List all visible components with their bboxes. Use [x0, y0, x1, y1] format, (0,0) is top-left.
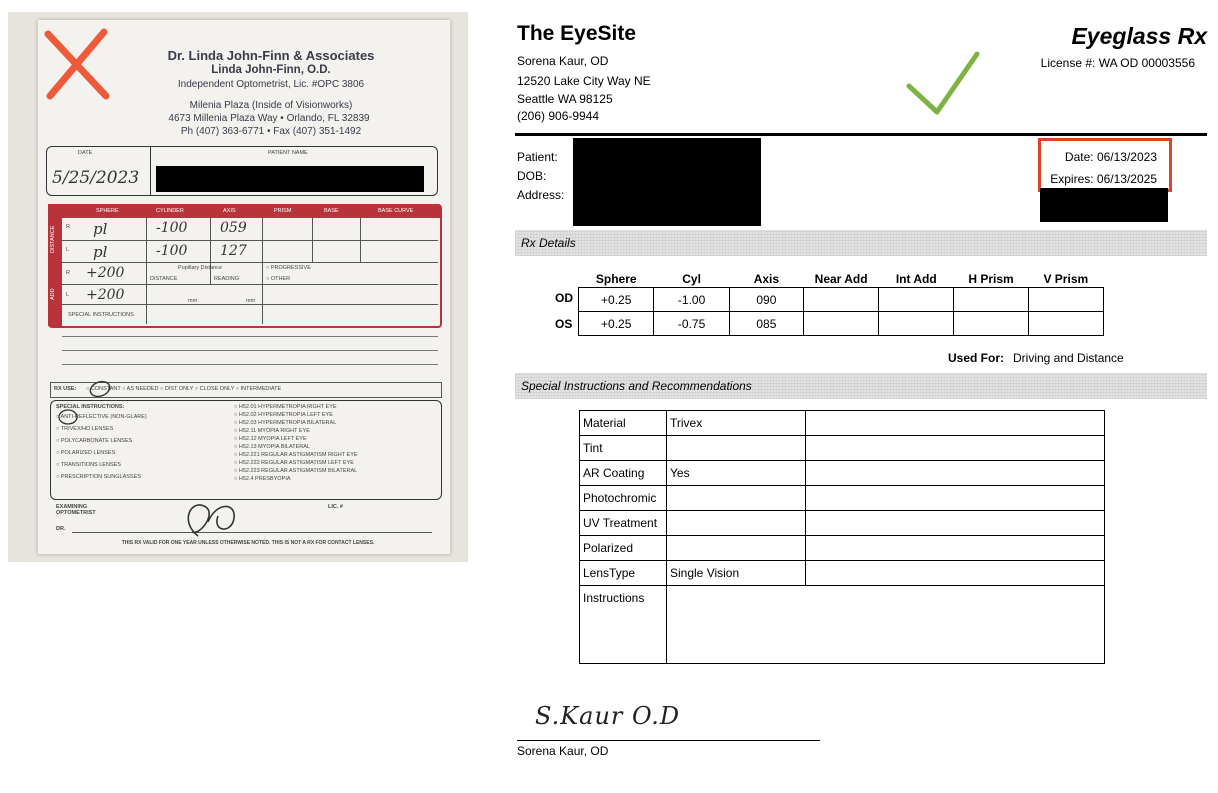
special-label-uv-treatment: UV Treatment — [580, 511, 667, 536]
special-row-ar-coating — [580, 461, 1105, 486]
special-instructions-bar — [515, 373, 1207, 399]
special-row-material — [580, 411, 1105, 436]
form-examining: EXAMINING OPTOMETRIST — [56, 504, 96, 516]
form-phone-line: Ph (407) 363-6771 • Fax (407) 351-1492 — [180, 126, 362, 137]
special-label-material: Material — [580, 411, 667, 436]
form-doctor-name: Linda John-Finn, O.D. — [211, 64, 331, 76]
special-row-uv-treatment — [580, 511, 1105, 536]
form-license-line: Independent Optometrist, Lic. #OPC 3806 — [177, 79, 365, 90]
od-v-prism — [1028, 288, 1103, 312]
form-add-r-eye: R — [66, 270, 70, 276]
os-int-add — [879, 312, 954, 336]
special-label-tint: Tint — [580, 436, 667, 461]
form-footer: THIS RX VALID FOR ONE YEAR UNLESS OTHERWISE NOTED. THIS IS NOT A RX FOR CONTACT LENSES. — [121, 540, 375, 546]
signature-name: Sorena Kaur, OD — [517, 744, 609, 758]
practice-name: The EyeSite — [517, 22, 637, 45]
special-label-polarized: Polarized — [580, 536, 667, 561]
form-row-l-sphere: pl — [93, 243, 108, 261]
special-table — [579, 410, 1105, 664]
od-h-prism — [954, 288, 1028, 312]
special-value-photochromic — [667, 486, 806, 511]
signature: S.Kaur O.D — [535, 702, 681, 730]
special-value-polarized — [667, 536, 806, 561]
handwritten-circle-mark — [82, 378, 122, 400]
special-value-tint — [667, 436, 806, 461]
form-dx-0: ○ H52.01 HYPERMETROPIA RIGHT EYE — [234, 404, 337, 410]
address-line-2: Seattle WA 98125 — [517, 92, 613, 106]
form-dx-8: ○ H52.223 REGULAR ASTIGMATISM BILATERAL — [234, 468, 358, 474]
rx-header-axis: Axis — [729, 271, 803, 288]
date-highlight-box — [1038, 138, 1172, 192]
form-mm-1: mm — [188, 298, 198, 304]
form-pd-reading: READING — [214, 276, 240, 282]
form-row-r-axis: 059 — [220, 220, 247, 236]
form-lens-option-poly: ○ POLYCARBONATE LENSES — [56, 438, 133, 444]
phone-number: (206) 906-9944 — [517, 109, 600, 123]
doctor-name: Sorena Kaur, OD — [517, 54, 609, 68]
form-date-label: DATE — [78, 150, 93, 156]
rx-header-near-add: Near Add — [804, 271, 879, 288]
rx-details-bar — [515, 230, 1207, 256]
form-rx-side-bar — [48, 204, 62, 326]
form-dx-3: ○ H52.11 MYOPIA RIGHT EYE — [234, 428, 310, 434]
special-value-material: Trivex — [667, 411, 806, 436]
patient-label: Patient: — [517, 150, 558, 164]
form-progressive-option: ○ PROGRESSIVE — [266, 265, 311, 271]
form-add-r-sphere: +200 — [86, 265, 125, 281]
address-label: Address: — [517, 188, 565, 202]
form-row-l-axis: 127 — [220, 243, 247, 259]
form-lens-option-polarized: ○ POLARIZED LENSES — [56, 450, 116, 456]
form-row-l-eye: L — [66, 247, 70, 253]
rx-table — [578, 271, 1104, 336]
form-dx-5: ○ H52.13 MYOPIA BILATERAL — [234, 444, 310, 450]
form-lens-option-sunglasses: ○ PRESCRIPTION SUNGLASSES — [56, 474, 141, 480]
os-v-prism — [1028, 312, 1103, 336]
rx-header-row — [579, 271, 1104, 288]
signature-line — [517, 740, 820, 741]
special-value-uv-treatment — [667, 511, 806, 536]
od-int-add — [879, 288, 954, 312]
form-other-option: ○ OTHER — [266, 276, 291, 282]
rx-header-v-prism: V Prism — [1028, 271, 1103, 288]
form-add-l-eye: L — [66, 292, 70, 298]
rx-header-sphere: Sphere — [579, 271, 654, 288]
form-pd-distance: DISTANCE — [150, 276, 178, 282]
special-label-instructions: Instructions — [580, 586, 667, 664]
form-row-r-eye: R — [66, 224, 70, 230]
form-lens-option-ar: ○ ANTI-REFLECTIVE (NON-GLARE) — [56, 414, 147, 420]
od-axis: 090 — [729, 288, 803, 312]
os-cyl: -0.75 — [654, 312, 729, 336]
special-label-ar-coating: AR Coating — [580, 461, 667, 486]
form-row-l-cylinder: -100 — [156, 243, 188, 259]
os-near-add — [804, 312, 879, 336]
license-number: License #: WA OD 00003556 — [1040, 56, 1195, 70]
form-dx-2: ○ H52.03 HYPERMETROPIA BILATERAL — [234, 420, 337, 426]
form-dx-7: ○ H52.222 REGULAR ASTIGMATISM LEFT EYE — [234, 460, 354, 466]
redacted-patient-name — [156, 166, 424, 192]
os-axis: 085 — [729, 312, 803, 336]
os-sphere: +0.25 — [579, 312, 654, 336]
form-location-line: Milenia Plaza (Inside of Visionworks) — [189, 100, 353, 111]
form-add-l-sphere: +200 — [86, 287, 125, 303]
form-rx-use-options: ○ CONSTANT ○ AS NEEDED ○ DIST ONLY ○ CLOSE ONLY ○ INTERMEDIATE — [86, 386, 282, 392]
rx-header-h-prism: H Prism — [954, 271, 1028, 288]
eye-label-os: OS — [555, 317, 573, 331]
redacted-block — [1040, 188, 1168, 222]
x-mark-icon — [38, 24, 118, 104]
form-dx-9: ○ H52.4 PRESBYOPIA — [234, 476, 291, 482]
form-lens-option-transitions: ○ TRANSITIONS LENSES — [56, 462, 121, 468]
address-line-1: 12520 Lake City Way NE — [517, 74, 651, 88]
rx-row-os — [579, 312, 1104, 336]
od-sphere: +0.25 — [579, 288, 654, 312]
doc-title: Eyeglass Rx — [1071, 23, 1207, 49]
rx-header-int-add: Int Add — [879, 271, 954, 288]
special-row-polarized — [580, 536, 1105, 561]
form-header-prism: PRISM — [274, 208, 292, 214]
form-pd-label: Pupillary Distance — [178, 265, 223, 271]
form-dr: DR. — [56, 526, 66, 532]
form-practice-name: Dr. Linda John-Finn & Associates — [167, 48, 375, 63]
form-dx-1: ○ H52.02 HYPERMETROPIA LEFT EYE — [234, 412, 333, 418]
special-value-instructions — [667, 586, 1105, 664]
handwritten-signature-left — [178, 492, 248, 542]
special-label-photochromic: Photochromic — [580, 486, 667, 511]
special-row-tint — [580, 436, 1105, 461]
form-header-axis: AXIS — [223, 208, 236, 214]
eye-label-od: OD — [555, 291, 573, 305]
special-value-ar-coating: Yes — [667, 461, 806, 486]
form-date-value: 5/25/2023 — [52, 168, 140, 188]
left-prescription-paper — [38, 20, 450, 554]
form-special-instructions: SPECIAL INSTRUCTIONS — [68, 312, 134, 318]
os-h-prism — [954, 312, 1028, 336]
special-value-lenstype: Single Vision — [667, 561, 806, 586]
form-mm-2: mm — [246, 298, 256, 304]
form-header-base-curve: BASE CURVE — [378, 208, 414, 214]
used-for-label: Used For: — [948, 351, 1005, 365]
special-row-lenstype — [580, 561, 1105, 586]
od-near-add — [804, 288, 879, 312]
special-row-instructions — [580, 586, 1105, 664]
rx-details-title: Rx Details — [521, 236, 576, 250]
form-lic: LIC. # — [328, 504, 343, 510]
form-patient-label: PATIENT NAME — [268, 150, 308, 156]
left-prescription-photo — [8, 12, 468, 562]
redacted-patient-info — [573, 138, 761, 226]
form-side-distance: DISTANCE — [50, 225, 56, 253]
rx-row-od — [579, 288, 1104, 312]
rx-date: Date: 06/13/2023 — [1064, 150, 1157, 164]
form-special-instructions-2: SPECIAL INSTRUCTIONS: — [56, 404, 125, 410]
handwritten-ar-mark — [54, 406, 84, 426]
checkmark-icon — [903, 50, 983, 120]
form-row-r-sphere: pl — [93, 220, 108, 238]
rx-expires: Expires: 06/13/2025 — [1050, 172, 1157, 186]
header-divider — [515, 133, 1207, 136]
form-dx-4: ○ H52.12 MYOPIA LEFT EYE — [234, 436, 307, 442]
form-row-r-cylinder: -100 — [156, 220, 188, 236]
form-rx-use-label: RX USE: — [54, 386, 77, 392]
used-for-value: Driving and Distance — [1013, 351, 1124, 365]
special-row-photochromic — [580, 486, 1105, 511]
form-side-add: ADD — [50, 288, 56, 300]
dob-label: DOB: — [517, 169, 547, 183]
form-header-cylinder: CYLINDER — [156, 208, 184, 214]
right-prescription-document — [505, 12, 1213, 778]
od-cyl: -1.00 — [654, 288, 729, 312]
form-header-sphere: SPHERE — [96, 208, 119, 214]
special-instructions-title: Special Instructions and Recommendations — [521, 379, 752, 393]
form-address-line: 4673 Millenia Plaza Way • Orlando, FL 32839 — [168, 113, 370, 124]
rx-header-cyl: Cyl — [654, 271, 729, 288]
form-lens-option-trivex: ○ TRIVEX/HD LENSES — [56, 426, 114, 432]
form-dx-6: ○ H52.221 REGULAR ASTIGMATISM RIGHT EYE — [234, 452, 358, 458]
special-label-lenstype: LensType — [580, 561, 667, 586]
form-header-base: BASE — [324, 208, 339, 214]
